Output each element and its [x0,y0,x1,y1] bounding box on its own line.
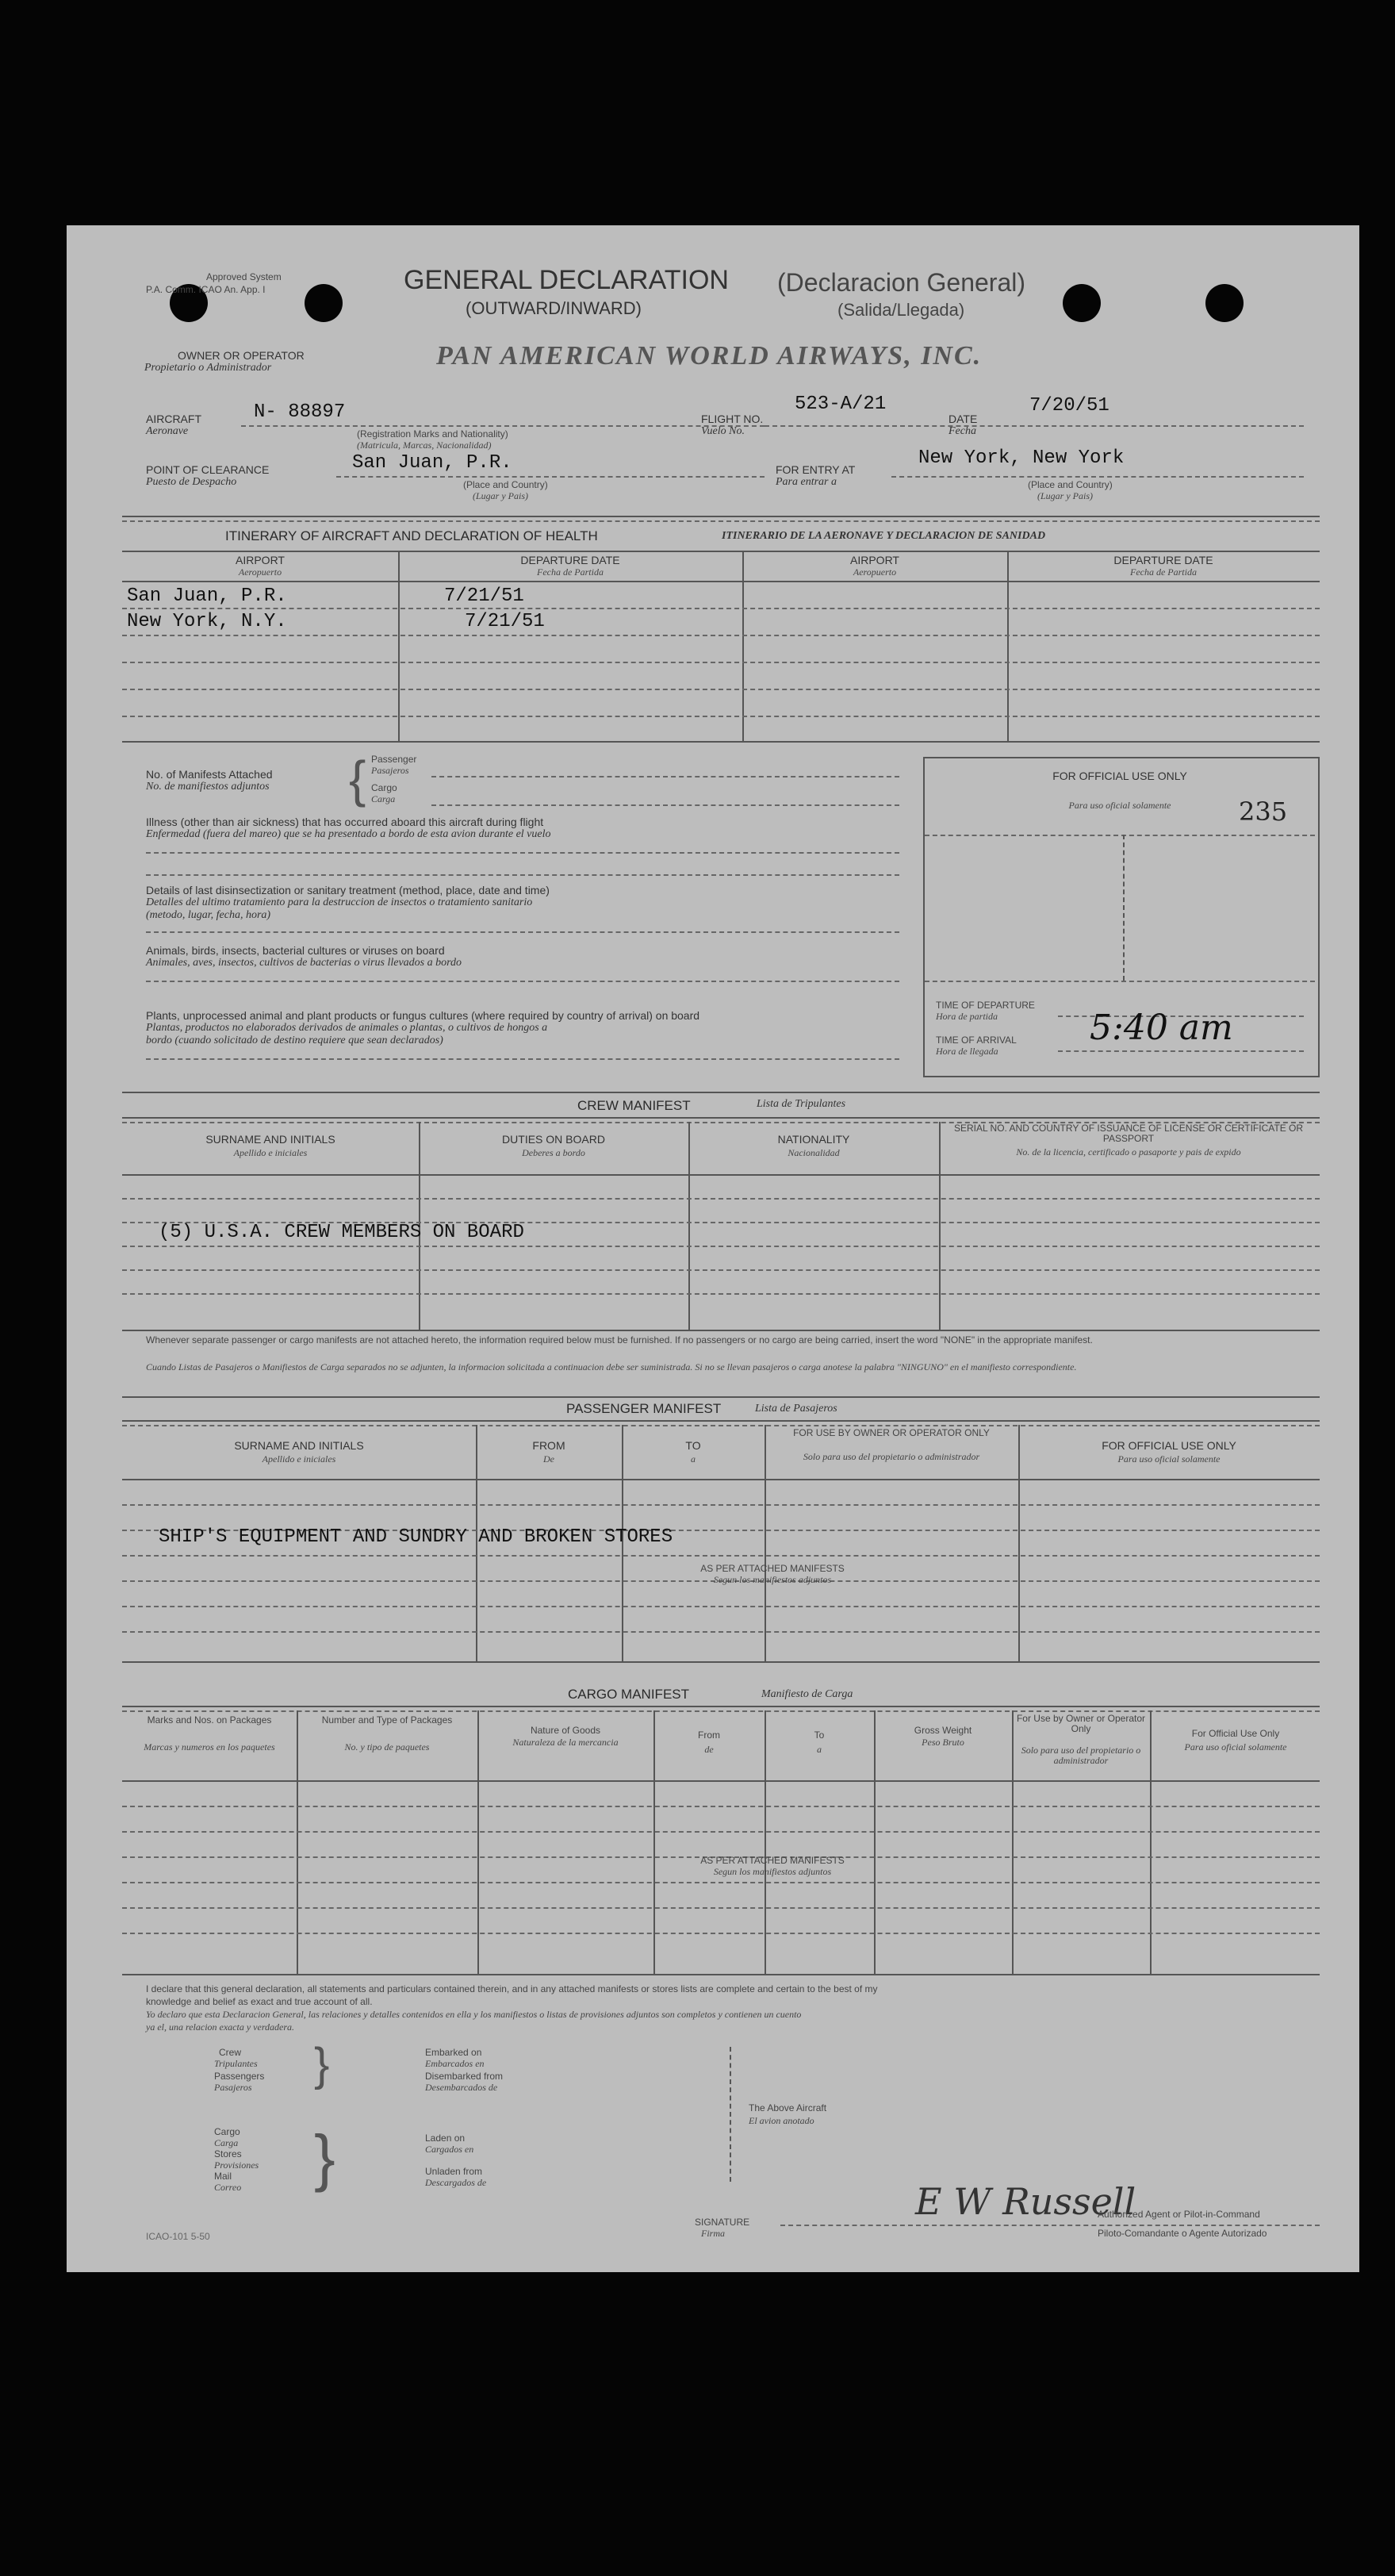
date-label: DATE [949,413,978,425]
rule [146,1058,899,1060]
itinerary-date: 7/21/51 [444,585,524,607]
clearance-note-es: (Lugar y Pais) [473,490,528,501]
cargo-col-weight: Gross Weight [914,1725,972,1736]
rule [122,662,1320,663]
flight-label: FLIGHT NO. [701,413,764,425]
aircraft-note-es: (Matricula, Marcas, Nacionalidad) [357,440,492,451]
crew-col-name: SURNAME AND INITIALS [205,1133,335,1146]
passenger-col-name: SURNAME AND INITIALS [234,1439,364,1452]
approved-line: P.A. Comm. ICAO An. App. I [146,284,266,295]
signature-note: Authorized Agent or Pilot-in-Command [1098,2209,1260,2220]
rule [122,1780,1320,1782]
general-declaration-form [67,225,1359,2272]
stores-count-label: Stores [214,2148,242,2159]
form-subtitle: (OUTWARD/INWARD) [466,298,642,318]
cargo-title-es: Manifiesto de Carga [761,1688,853,1700]
rule [122,1117,1320,1119]
rule [122,1710,1320,1712]
cargo-col-official: For Official Use Only [1191,1728,1280,1739]
rule [765,425,1304,427]
illness-label: Illness (other than air sickness) that has occurred aboard this aircraft during flight [146,816,544,828]
rule [122,520,1320,522]
itinerary-date: 7/21/51 [465,611,545,632]
rule [122,1293,1320,1295]
passenger-col-name-es: Apellido e iniciales [262,1453,336,1465]
punch-hole [1205,284,1244,322]
entry-note: (Place and Country) [1028,479,1113,490]
itinerary-col-airport-es: Aeropuerto [238,566,282,578]
rule [122,1504,1320,1506]
rule [122,1606,1320,1607]
rule [122,1831,1320,1833]
rule [122,1330,1320,1331]
rule [925,835,1315,836]
aircraft-label: AIRCRAFT [146,413,201,425]
flight-label-es: Vuelo No. [701,425,745,437]
signature-label: SIGNATURE [695,2217,750,2228]
passenger-attached-es: Segun los manifiestos adjuntos [713,1574,832,1585]
rule [146,981,899,982]
rule [730,2047,731,2182]
aircraft-note: (Registration Marks and Nationality) [357,428,508,440]
rule [122,635,1320,636]
rule [122,1631,1320,1633]
cargo-attached-es: Segun los manifiestos adjuntos [713,1866,832,1877]
crew-col-duties: DUTIES ON BOARD [502,1133,605,1146]
illness-label-es: Enfermedad (fuera del mareo) que se ha presentado a bordo de esta avion durante el vuelo [146,828,551,840]
itinerary-airport: San Juan, P.R. [127,585,287,607]
passenger-label-es: Pasajeros [371,765,409,776]
passenger-col-to: TO [685,1439,701,1452]
cargo-col-packages-es: No. y tipo de paquetes [344,1741,430,1753]
cargo-col-official-es: Para uso oficial solamente [1184,1741,1287,1753]
disembarked-label-es: Desembarcados de [425,2082,498,2093]
rule [477,1710,479,1975]
date-label-es: Fecha [949,425,976,437]
plants-label-es2: bordo (cuando solicitado de destino requiere que sean declarados) [146,1035,443,1046]
official-use-title: FOR OFFICIAL USE ONLY [1052,770,1187,782]
passenger-entry: SHIP'S EQUIPMENT AND SUNDRY AND BROKEN STORES [159,1526,673,1548]
official-use-title-es: Para uso oficial solamente [1068,800,1171,811]
arrival-time-label-es: Hora de llegada [936,1046,998,1057]
animals-label-es: Animales, aves, insectos, cultivos de bacterias o virus llevados a bordo [146,957,462,969]
signature-note-es: Piloto-Comandante o Agente Autorizado [1098,2228,1267,2239]
rule [122,1555,1320,1557]
cargo-count-label: Cargo [214,2126,240,2137]
crew-entry: (5) U.S.A. CREW MEMBERS ON BOARD [159,1222,524,1243]
rule [765,1425,766,1663]
mail-count-label-es: Correo [214,2182,242,2193]
crew-col-name-es: Apellido e iniciales [233,1147,308,1158]
rule [122,716,1320,717]
cargo-col-owner: For Use by Owner or Operator Only [1016,1713,1146,1734]
above-aircraft-label-es: El avion anotado [749,2115,814,2126]
itinerary-col-airport2-es: Aeropuerto [853,566,897,578]
form-number: ICAO-101 5-50 [146,2231,210,2242]
rule [241,425,765,427]
unladen-label-es: Descargados de [425,2177,487,2188]
punch-hole [1063,284,1101,322]
passenger-col-to-es: a [691,1453,696,1465]
official-number: 235 [1239,797,1288,827]
rule [122,1661,1320,1663]
rule [939,1122,941,1331]
rule [431,804,899,806]
passenger-col-official: FOR OFFICIAL USE ONLY [1102,1439,1236,1452]
rule [122,689,1320,690]
rule [1123,835,1125,981]
rule [122,1907,1320,1909]
manifests-label: No. of Manifests Attached [146,768,273,781]
cargo-label: Cargo [371,782,397,793]
passenger-col-owner-es: Solo para uso del propietario o administrador [803,1451,980,1462]
rule [122,608,1320,609]
crew-col-duties-es: Deberes a bordo [522,1147,585,1158]
rule [122,1174,1320,1176]
crew-col-license: SERIAL NO. AND COUNTRY OF ISSUANCE OF LICENSE OR CERTIFICATE OR PASSPORT [953,1123,1304,1144]
departure-time-label-es: Hora de partida [936,1011,998,1022]
cargo-col-packages: Number and Type of Packages [321,1714,453,1726]
itinerary-col-date-es: Fecha de Partida [537,566,604,578]
cargo-title: CARGO MANIFEST [568,1687,690,1702]
above-aircraft-label: The Above Aircraft [749,2102,827,2113]
passenger-label: Passenger [371,754,417,765]
cargo-count-label-es: Carga [214,2137,239,2148]
rule [122,1933,1320,1934]
manifests-label-es: No. de manifiestos adjuntos [146,781,270,793]
rule [122,1479,1320,1480]
clearance-note: (Place and Country) [463,479,548,490]
aircraft-label-es: Aeronave [146,425,189,437]
declaration-text-es: Yo declaro que esta Declaracion General, las relaciones y detalles contenidos en ella y los manifiestos o listas de provisiones adjuntos son completos y contienen un cuento [146,2009,802,2020]
form-title-es: (Declaracion General) [777,268,1026,297]
stores-count-label-es: Provisiones [214,2159,259,2171]
departure-time-label: TIME OF DEPARTURE [936,1000,1035,1011]
rule [398,551,400,741]
itinerary-col-airport2: AIRPORT [850,554,899,566]
crew-title: CREW MANIFEST [577,1098,691,1113]
crew-count-label: Crew [219,2047,242,2058]
cargo-col-weight-es: Peso Bruto [922,1737,964,1748]
brace: } [314,2122,335,2193]
disinsect-label-es: Detalles del ultimo tratamiento para la destruccion de insectos o tratamiento sanitario [146,896,533,908]
signature: E W Russell [915,2180,1136,2223]
clearance-label: POINT OF CLEARANCE [146,463,270,476]
rule [122,1806,1320,1807]
rule [122,1425,1320,1426]
signature-label-es: Firma [701,2228,725,2239]
rule [122,1420,1320,1422]
declaration-text: knowledge and belief as exact and true account of all. [146,1996,373,2007]
brace: { [349,751,366,808]
form-title: GENERAL DECLARATION [404,265,729,295]
cargo-col-to-es: a [817,1744,822,1755]
plants-label: Plants, unprocessed animal and plant products or fungus cultures (where required by country of arrival) on board [146,1009,700,1022]
operator-name: PAN AMERICAN WORLD AIRWAYS, INC. [436,341,983,370]
cargo-col-from: From [698,1729,720,1741]
punch-hole [305,284,343,322]
rule [122,551,1320,552]
crew-col-license-es: No. de la licencia, certificado o pasaporte y pais de expido [1016,1146,1241,1157]
rule [780,2225,1320,2226]
itinerary-col-date2-es: Fecha de Partida [1130,566,1197,578]
pax-count-label: Passengers [214,2071,265,2082]
clearance-point: San Juan, P.R. [352,452,512,474]
rule [122,1198,1320,1200]
aircraft-registration: N- 88897 [254,401,346,423]
rule [431,776,899,777]
pax-count-label-es: Pasajeros [214,2082,252,2093]
mail-count-label: Mail [214,2171,232,2182]
arrival-time-label: TIME OF ARRIVAL [936,1035,1017,1046]
cargo-attached: AS PER ATTACHED MANIFESTS [700,1855,845,1866]
declaration-text: I declare that this general declaration, all statements and particulars contained therein, and in any attached manifests or stores lists are complete and certain to the best of my [146,1983,878,1994]
rule [925,981,1315,982]
arrival-time: 5:40 am [1090,1008,1233,1048]
rule [336,476,765,478]
itinerary-col-airport: AIRPORT [236,554,285,566]
rule [874,1710,876,1975]
rule [122,1269,1320,1271]
flight-date: 7/20/51 [1029,395,1109,417]
disinsect-label-es2: (metodo, lugar, fecha, hora) [146,909,271,921]
disembarked-label: Disembarked from [425,2071,504,2082]
owner-label: OWNER OR OPERATOR [178,349,305,362]
rule [891,476,1304,478]
notice-text-es: Cuando Listas de Pasajeros o Manifiestos de Carga separados no se adjunten, la informacion solicitada a continuacion debe ser suministrada. Si no se llevan pasajeros o carga anotese la palabra "NINGUNO" en el manifiesto correspondiente. [146,1361,1077,1372]
cargo-col-marks: Marks and Nos. on Packages [147,1714,272,1726]
cargo-col-marks-es: Marcas y numeros en los paquetes [144,1741,275,1753]
rule [146,931,899,933]
brace: } [314,2039,330,2090]
rule [1058,1050,1304,1052]
animals-label: Animals, birds, insects, bacterial cultures or viruses on board [146,944,445,957]
passenger-col-official-es: Para uso oficial solamente [1117,1453,1221,1465]
plants-label-es: Plantas, productos no elaborados derivados de animales o plantas, o cultivos de hongos a [146,1022,548,1034]
embarked-label: Embarked on [425,2047,482,2058]
unladen-label: Unladen from [425,2166,483,2177]
rule [122,1882,1320,1883]
itinerary-title: ITINERARY OF AIRCRAFT AND DECLARATION OF HEALTH [225,528,598,543]
rule [122,1246,1320,1247]
entry-label: FOR ENTRY AT [776,463,856,476]
rule [122,581,1320,582]
entry-point: New York, New York [918,447,1125,469]
form-subtitle-es: (Salida/Llegada) [837,300,965,320]
crew-count-label-es: Tripulantes [214,2058,258,2069]
approved-line: Approved System [206,271,282,282]
rule [146,874,899,876]
rule [122,1706,1320,1707]
entry-label-es: Para entrar a [776,476,837,488]
itinerary-col-date2: DEPARTURE DATE [1113,554,1213,566]
cargo-col-nature-es: Naturaleza de la mercancia [512,1737,619,1748]
itinerary-col-date: DEPARTURE DATE [520,554,620,566]
clearance-label-es: Puesto de Despacho [146,476,237,488]
passenger-title-es: Lista de Pasajeros [755,1403,837,1415]
cargo-label-es: Carga [371,793,396,804]
passenger-col-from-es: De [543,1453,554,1465]
rule [122,741,1320,743]
owner-label-es: Propietario o Administrador [144,362,272,374]
rule [122,1396,1320,1398]
laden-label-es: Cargados en [425,2144,474,2155]
declaration-text-es: ya el, una relacion exacta y verdadera. [146,2021,295,2033]
itinerary-title-es: ITINERARIO DE LA AERONAVE Y DECLARACION DE SANIDAD [722,530,1046,542]
crew-col-nationality: NATIONALITY [777,1133,850,1146]
notice-text: Whenever separate passenger or cargo manifests are not attached hereto, the information required below must be furnished. If no passengers or no cargo are being carried, insert the word "NONE" in the appropriate manifest. [146,1334,1093,1346]
passenger-attached: AS PER ATTACHED MANIFESTS [700,1563,845,1574]
passenger-title: PASSENGER MANIFEST [566,1401,722,1416]
flight-number: 523-A/21 [795,394,887,415]
cargo-col-nature: Nature of Goods [530,1725,601,1736]
rule [146,852,899,854]
rule [122,516,1320,517]
rule [742,551,744,741]
rule [1007,551,1009,741]
crew-col-nationality-es: Nacionalidad [788,1147,840,1158]
cargo-col-to: To [814,1729,825,1741]
passenger-col-from: FROM [532,1439,565,1452]
cargo-col-from-es: de [704,1744,714,1755]
disinsect-label: Details of last disinsectization or sanitary treatment (method, place, date and time) [146,884,550,896]
cargo-col-owner-es: Solo para uso del propietario o administrador [1021,1745,1141,1766]
embarked-label-es: Embarcados en [425,2058,485,2069]
itinerary-airport: New York, N.Y. [127,611,287,632]
entry-note-es: (Lugar y Pais) [1037,490,1093,501]
crew-title-es: Lista de Tripulantes [757,1098,846,1110]
passenger-col-owner: FOR USE BY OWNER OR OPERATOR ONLY [793,1427,990,1438]
rule [122,1974,1320,1975]
laden-label: Laden on [425,2133,466,2144]
rule [122,1092,1320,1093]
